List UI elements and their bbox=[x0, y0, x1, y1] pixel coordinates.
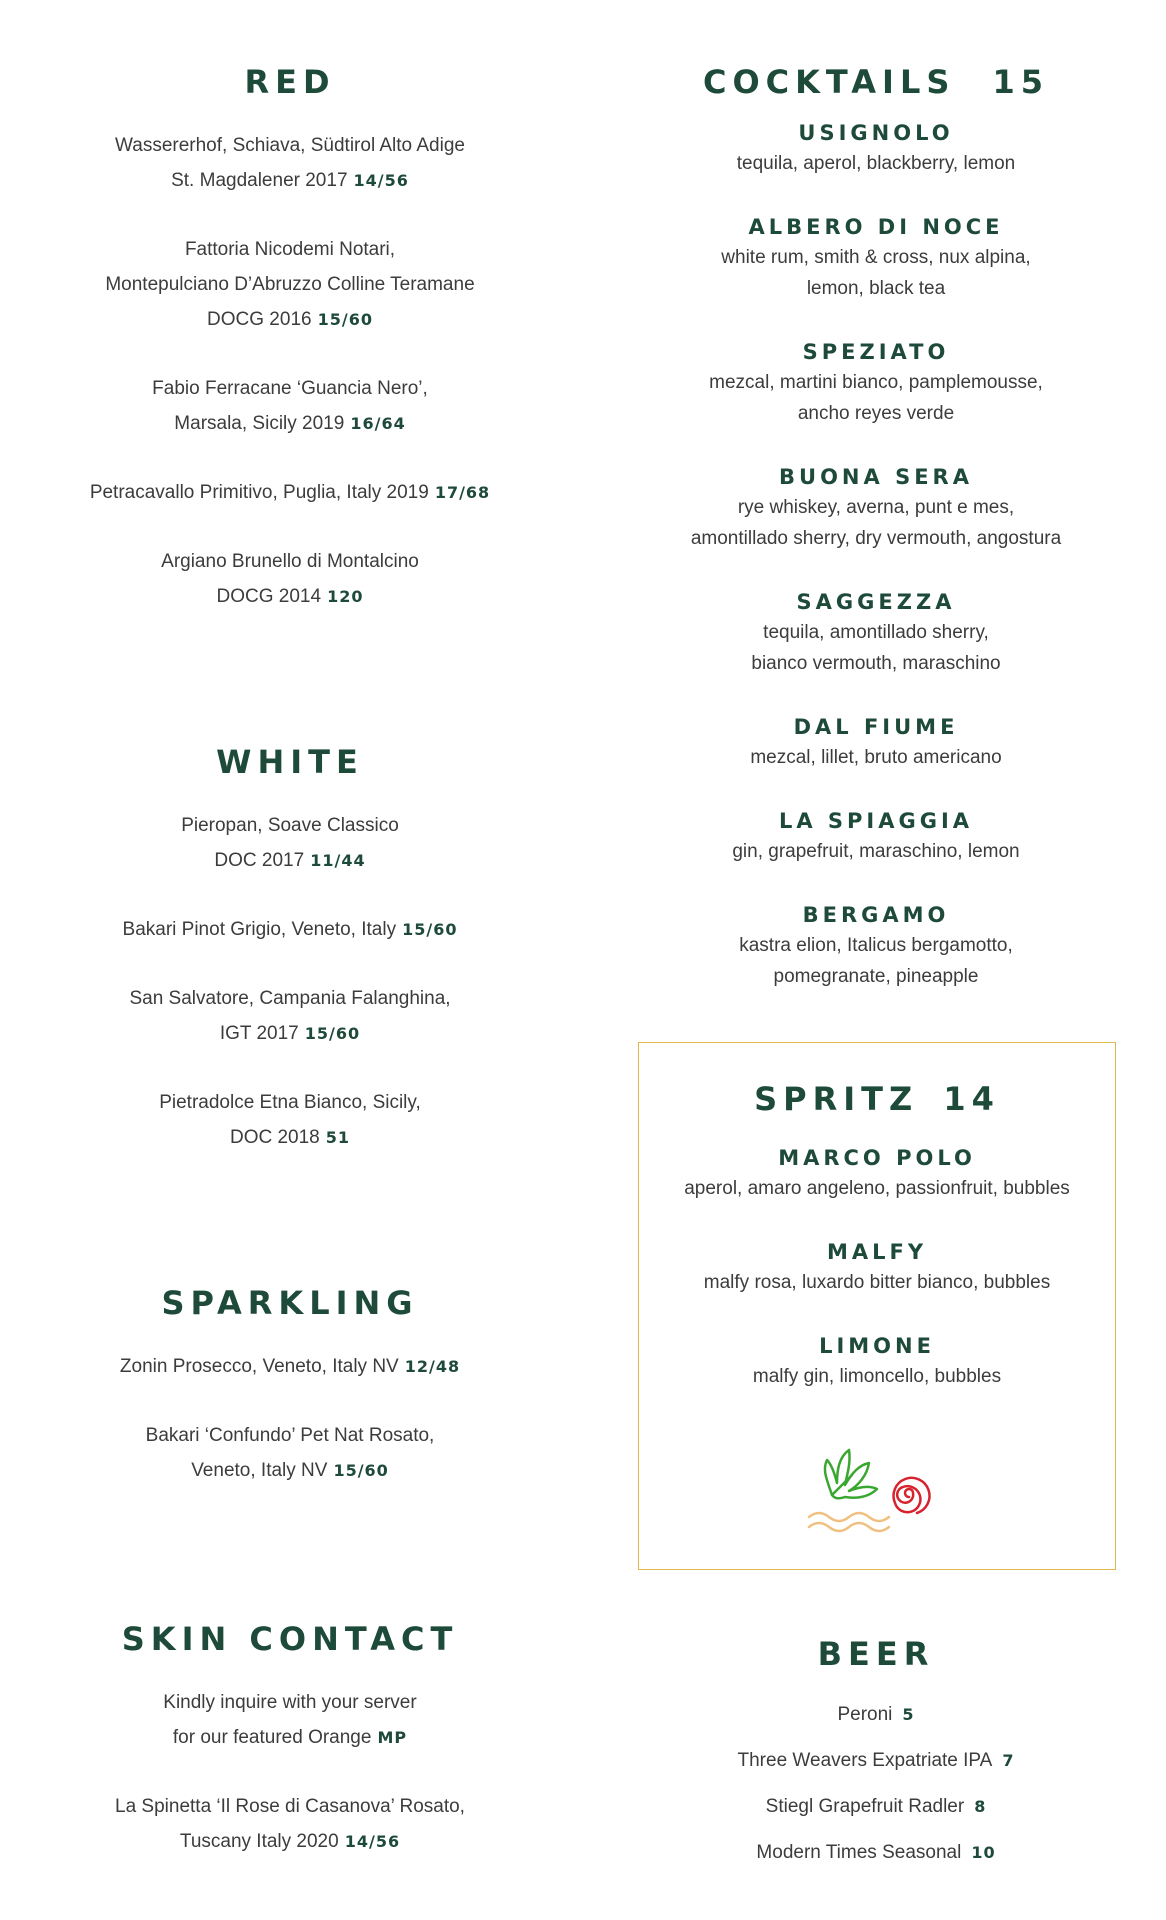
beer-price: 7 bbox=[1002, 1751, 1015, 1770]
wine-text: Tuscany Italy 2020 bbox=[179, 1831, 339, 1852]
beer-name: Peroni bbox=[837, 1704, 893, 1725]
wine-item bbox=[20, 912, 560, 947]
wine-line bbox=[20, 406, 560, 441]
sparkling-list bbox=[20, 1349, 560, 1488]
cocktail-ingredients: malfy rosa, luxardo bitter bianco, bubbles bbox=[703, 1272, 1051, 1293]
wine-line bbox=[20, 912, 560, 947]
cocktail-ingredients: ancho reyes verde bbox=[797, 403, 955, 424]
wine-text: Zonin Prosecco, Veneto, Italy NV bbox=[119, 1356, 399, 1377]
wine-text: Petracavallo Primitivo, Puglia, Italy 2019 bbox=[89, 482, 429, 503]
cocktail-item bbox=[606, 587, 1146, 679]
wine-line bbox=[20, 128, 560, 163]
wine-price: MP bbox=[377, 1728, 408, 1747]
cocktail-name: SAGGEZZA bbox=[796, 590, 956, 614]
wine-line bbox=[20, 1349, 560, 1384]
beer-price: 5 bbox=[902, 1705, 915, 1724]
wine-text: for our featured Orange bbox=[172, 1727, 372, 1748]
wine-item bbox=[20, 475, 560, 510]
cocktail-ingredients: amontillado sherry, dry vermouth, angostura bbox=[690, 528, 1062, 549]
cocktail-name: BUONA SERA bbox=[779, 465, 973, 489]
wine-text: Montepulciano D’Abruzzo Colline Teramane bbox=[105, 274, 475, 295]
skin-contact-list bbox=[20, 1685, 560, 1859]
cocktail-item bbox=[639, 1143, 1115, 1204]
wine-line bbox=[20, 232, 560, 267]
wine-item bbox=[20, 128, 560, 198]
wine-price: 15/60 bbox=[333, 1461, 389, 1480]
wine-line bbox=[20, 1453, 560, 1488]
cocktail-item bbox=[639, 1237, 1115, 1298]
wine-price: 14/56 bbox=[344, 1832, 401, 1851]
cocktail-list bbox=[606, 118, 1146, 992]
wine-item bbox=[20, 1685, 560, 1755]
decorative-illustration bbox=[797, 1425, 957, 1535]
wine-price: 16/64 bbox=[350, 414, 406, 433]
white-list bbox=[20, 808, 560, 1155]
red-heading: RED bbox=[244, 63, 336, 101]
wine-text: Bakari Pinot Grigio, Veneto, Italy bbox=[122, 919, 397, 940]
beer-name: Modern Times Seasonal bbox=[756, 1842, 962, 1863]
cocktail-ingredients: mezcal, martini bianco, pamplemousse, bbox=[709, 372, 1043, 393]
leaf-icon bbox=[825, 1450, 877, 1498]
wine-price: 12/48 bbox=[404, 1357, 461, 1376]
wine-text: DOC 2018 bbox=[229, 1127, 320, 1148]
cocktail-ingredients: rye whiskey, averna, punt e mes, bbox=[737, 497, 1015, 518]
wine-price: 51 bbox=[325, 1128, 351, 1147]
cocktails-title: COCKTAILS bbox=[702, 63, 956, 101]
beer-item bbox=[606, 1784, 1146, 1830]
beer-price: 10 bbox=[971, 1843, 996, 1862]
wine-item bbox=[20, 371, 560, 441]
cocktail-ingredients: pomegranate, pineapple bbox=[773, 966, 979, 987]
wine-line bbox=[20, 371, 560, 406]
beer-list bbox=[606, 1692, 1146, 1876]
beer-name: Stiegl Grapefruit Radler bbox=[765, 1796, 965, 1817]
wine-text: DOCG 2016 bbox=[207, 309, 312, 330]
spiral-icon bbox=[894, 1478, 930, 1513]
wine-line bbox=[20, 1085, 560, 1120]
red-section bbox=[20, 62, 560, 648]
cocktail-ingredients: kastra elion, Italicus bergamotto, bbox=[739, 935, 1013, 956]
wine-text: Marsala, Sicily 2019 bbox=[174, 413, 345, 434]
wine-text: Fabio Ferracane ‘Guancia Nero’, bbox=[152, 378, 428, 399]
cocktails-section bbox=[606, 62, 1146, 1025]
spritz-list bbox=[639, 1143, 1115, 1392]
cocktail-item bbox=[606, 462, 1146, 554]
wine-price: 15/60 bbox=[304, 1024, 361, 1043]
wine-price: 11/44 bbox=[310, 851, 366, 870]
cocktail-item bbox=[606, 212, 1146, 304]
cocktail-ingredients: malfy gin, limoncello, bubbles bbox=[752, 1366, 1002, 1387]
wine-line bbox=[20, 544, 560, 579]
cocktail-name: LA SPIAGGIA bbox=[778, 809, 974, 833]
wine-line bbox=[20, 981, 560, 1016]
beer-section bbox=[606, 1634, 1146, 1876]
wine-line bbox=[20, 163, 560, 198]
cocktail-name: MALFY bbox=[826, 1240, 928, 1264]
wine-text: Argiano Brunello di Montalcino bbox=[161, 551, 419, 572]
cocktail-ingredients: gin, grapefruit, maraschino, lemon bbox=[732, 841, 1020, 862]
wine-text: Bakari ‘Confundo’ Pet Nat Rosato, bbox=[145, 1425, 435, 1446]
wine-price: 17/68 bbox=[434, 483, 491, 502]
sparkling-heading: SPARKLING bbox=[161, 1284, 419, 1322]
cocktail-ingredients: tequila, aperol, blackberry, lemon bbox=[736, 153, 1016, 174]
cocktail-ingredients: lemon, black tea bbox=[806, 278, 946, 299]
wine-line bbox=[20, 579, 560, 614]
cocktail-name: BERGAMO bbox=[802, 903, 950, 927]
spritz-heading bbox=[639, 1079, 1115, 1119]
cocktail-name: USIGNOLO bbox=[798, 121, 954, 145]
spritz-box bbox=[638, 1042, 1116, 1570]
beer-price: 8 bbox=[974, 1797, 987, 1816]
wine-text: Fattoria Nicodemi Notari, bbox=[184, 239, 396, 260]
wine-text: DOC 2017 bbox=[214, 850, 305, 871]
beer-item bbox=[606, 1692, 1146, 1738]
cocktail-item bbox=[606, 712, 1146, 773]
cocktail-item bbox=[606, 118, 1146, 179]
wine-line bbox=[20, 1418, 560, 1453]
wine-line bbox=[20, 267, 560, 302]
spritz-title: SPRITZ bbox=[754, 1080, 919, 1118]
cocktail-name: SPEZIATO bbox=[802, 340, 950, 364]
cocktail-ingredients: mezcal, lillet, bruto americano bbox=[750, 747, 1002, 768]
cocktail-item bbox=[606, 806, 1146, 867]
wine-price: 15/60 bbox=[317, 310, 373, 329]
wine-item bbox=[20, 808, 560, 878]
wine-price: 15/60 bbox=[402, 920, 458, 939]
skin-contact-section bbox=[20, 1619, 560, 1893]
wine-item bbox=[20, 1085, 560, 1155]
wine-text: La Spinetta ‘Il Rose di Casanova’ Rosato, bbox=[115, 1796, 465, 1817]
wine-item bbox=[20, 1349, 560, 1384]
wine-item bbox=[20, 1418, 560, 1488]
sparkling-section bbox=[20, 1283, 560, 1522]
wine-text: IGT 2017 bbox=[219, 1023, 299, 1044]
wine-line bbox=[20, 475, 560, 510]
wine-line bbox=[20, 843, 560, 878]
white-section bbox=[20, 742, 560, 1189]
wine-text: St. Magdalener 2017 bbox=[171, 170, 348, 191]
wine-price: 120 bbox=[327, 587, 364, 606]
cocktail-item bbox=[606, 337, 1146, 429]
cocktail-name: LIMONE bbox=[819, 1334, 935, 1358]
wine-text: Pieropan, Soave Classico bbox=[181, 815, 399, 836]
cocktail-name: ALBERO DI NOCE bbox=[748, 215, 1004, 239]
cocktails-heading bbox=[606, 62, 1146, 102]
cocktails-price: 15 bbox=[992, 63, 1050, 101]
wine-text: San Salvatore, Campania Falanghina, bbox=[129, 988, 451, 1009]
spritz-price: 14 bbox=[943, 1080, 1000, 1118]
wine-text: Pietradolce Etna Bianco, Sicily, bbox=[159, 1092, 421, 1113]
wine-line bbox=[20, 1720, 560, 1755]
wine-line bbox=[20, 1824, 560, 1859]
wine-line bbox=[20, 302, 560, 337]
skin-contact-heading: SKIN CONTACT bbox=[121, 1620, 459, 1658]
wine-line bbox=[20, 1789, 560, 1824]
cocktail-ingredients: white rum, smith & cross, nux alpina, bbox=[721, 247, 1031, 268]
wine-item bbox=[20, 981, 560, 1051]
cocktail-ingredients: tequila, amontillado sherry, bbox=[763, 622, 989, 643]
beer-name: Three Weavers Expatriate IPA bbox=[737, 1750, 993, 1771]
cocktail-item bbox=[606, 900, 1146, 992]
cocktail-name: DAL FIUME bbox=[793, 715, 959, 739]
wine-text: DOCG 2014 bbox=[216, 586, 322, 607]
waves-icon bbox=[809, 1513, 889, 1531]
wine-item bbox=[20, 1789, 560, 1859]
red-list bbox=[20, 128, 560, 614]
wine-price: 14/56 bbox=[353, 171, 409, 190]
wine-text: Veneto, Italy NV bbox=[191, 1460, 328, 1481]
wine-text: Wassererhof, Schiava, Südtirol Alto Adige bbox=[115, 135, 465, 156]
cocktail-ingredients: bianco vermouth, maraschino bbox=[751, 653, 1001, 674]
white-heading: WHITE bbox=[216, 743, 364, 781]
cocktail-item bbox=[639, 1331, 1115, 1392]
wine-text: Kindly inquire with your server bbox=[163, 1692, 417, 1713]
cocktail-name: MARCO POLO bbox=[778, 1146, 976, 1170]
wine-line bbox=[20, 808, 560, 843]
wine-item bbox=[20, 544, 560, 614]
cocktail-ingredients: aperol, amaro angeleno, passionfruit, bubbles bbox=[684, 1178, 1070, 1199]
beer-item bbox=[606, 1830, 1146, 1876]
beer-item bbox=[606, 1738, 1146, 1784]
wine-line bbox=[20, 1685, 560, 1720]
beer-heading: BEER bbox=[817, 1635, 935, 1673]
wine-line bbox=[20, 1120, 560, 1155]
wine-line bbox=[20, 1016, 560, 1051]
wine-item bbox=[20, 232, 560, 337]
